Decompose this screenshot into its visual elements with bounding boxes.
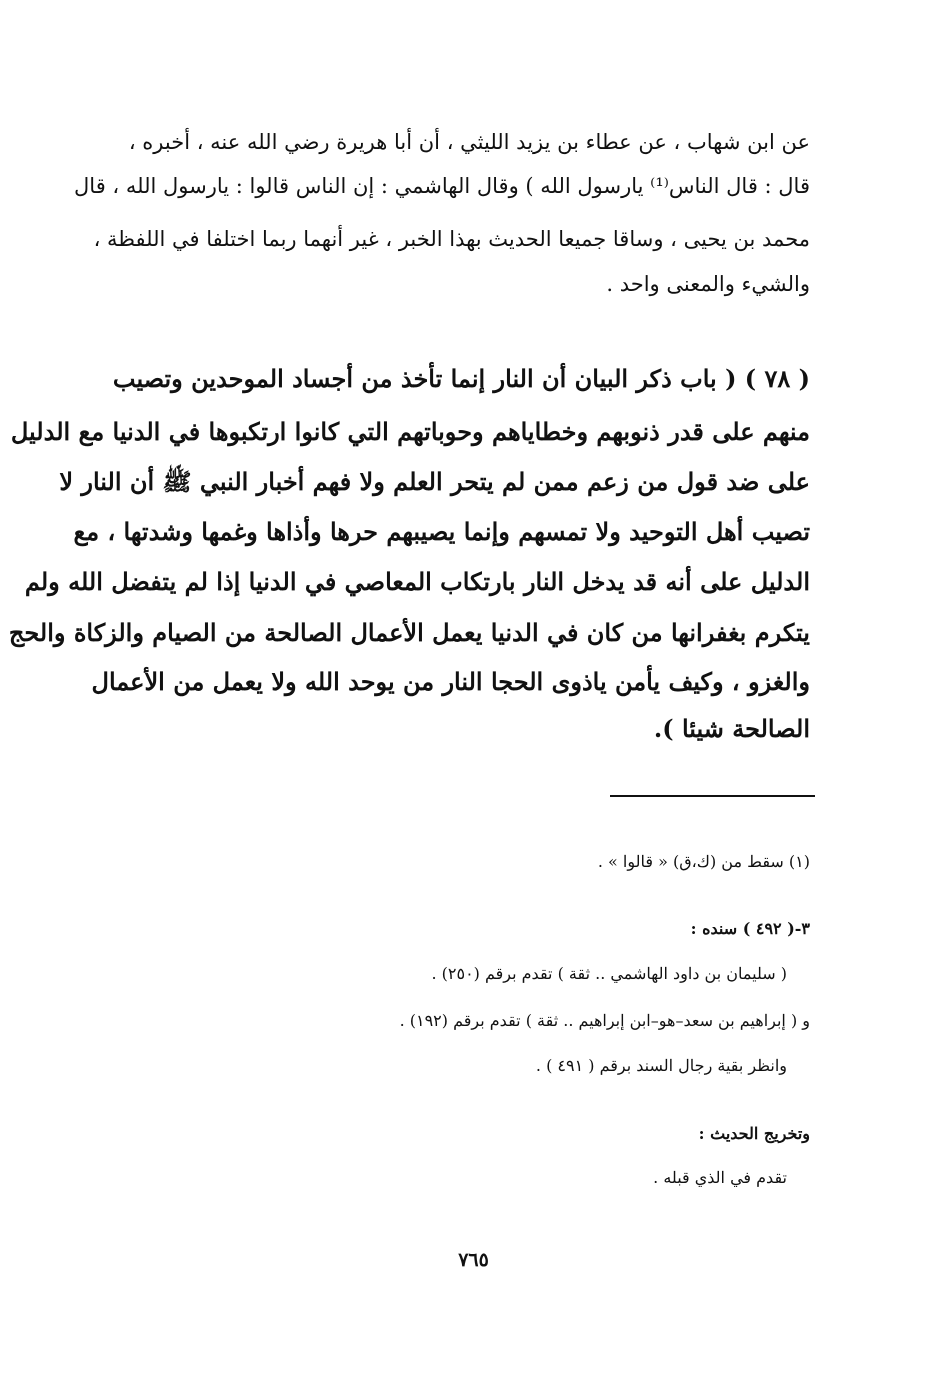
- isnad-line: ( سليمان بن داود الهاشمي .. ثقة ) تقدم برقم (٢٥٠) .: [431, 964, 787, 983]
- text-line: والشيء والمعنى واحد .: [606, 272, 810, 296]
- heading-line: منهم على قدر ذنوبهم وخطاياهم وحوباتهم التي كانوا ارتكبوها في الدنيا مع الدليل: [10, 417, 810, 446]
- takhrij-text: تقدم في الذي قبله .: [653, 1168, 787, 1187]
- takhrij-heading: وتخريج الحديث :: [698, 1124, 810, 1143]
- text-line: قال : قال الناس⁽¹⁾ يارسول الله ) وقال الهاشمي : إن الناس قالوا : يارسول الله ، قال: [74, 174, 810, 198]
- heading-line: تصيب أهل التوحيد ولا تمسهم وإنما يصيبهم حرها وأذاها وغمها وشدتها ، مع: [73, 517, 810, 546]
- page-number: ٧٦٥: [458, 1249, 489, 1271]
- heading-line: يتكرم بغفرانها من كان في الدنيا يعمل الأعمال الصالحة من الصيام والزكاة والحج: [8, 618, 810, 647]
- isnad-heading: ٣-( ٤٩٢ ) سنده :: [690, 919, 810, 938]
- heading-line: ( ٧٨ ) ( باب ذكر البيان أن النار إنما تأخذ من أجساد الموحدين وتصيب: [112, 364, 810, 393]
- isnad-line: وانظر بقية رجال السند برقم ( ٤٩١ ) .: [535, 1056, 787, 1075]
- heading-line: الصالحة شيئا ).: [653, 714, 810, 743]
- heading-line: الدليل على أنه قد يدخل النار بارتكاب المعاصي في الدنيا إذا لم يتفضل الله ولم: [24, 567, 810, 596]
- heading-line: والغزو ، وكيف يأمن ياذوى الحجا النار من يوحد الله ولا يعمل من الأعمال: [91, 667, 810, 696]
- text-line: عن ابن شهاب ، عن عطاء بن يزيد الليثي ، أن أبا هريرة رضي الله عنه ، أخبره ،: [128, 130, 810, 154]
- heading-line: على ضد قول من زعم ممن لم يتحر العلم ولا فهم أخبار النبي ﷺ أن النار لا: [59, 467, 810, 496]
- text-line: محمد بن يحيى ، وساقا جميعا الحديث بهذا الخبر ، غير أنهما ربما اختلفا في اللفظة ،: [93, 227, 810, 251]
- footnote-divider: [610, 795, 815, 797]
- footnote-1: (١) سقط من (ك،ق) « قالوا » .: [597, 852, 810, 871]
- isnad-line: و ( إبراهيم بن سعد–هو–ابن إبراهيم .. ثقة ) تقدم برقم (١٩٢) .: [399, 1011, 810, 1030]
